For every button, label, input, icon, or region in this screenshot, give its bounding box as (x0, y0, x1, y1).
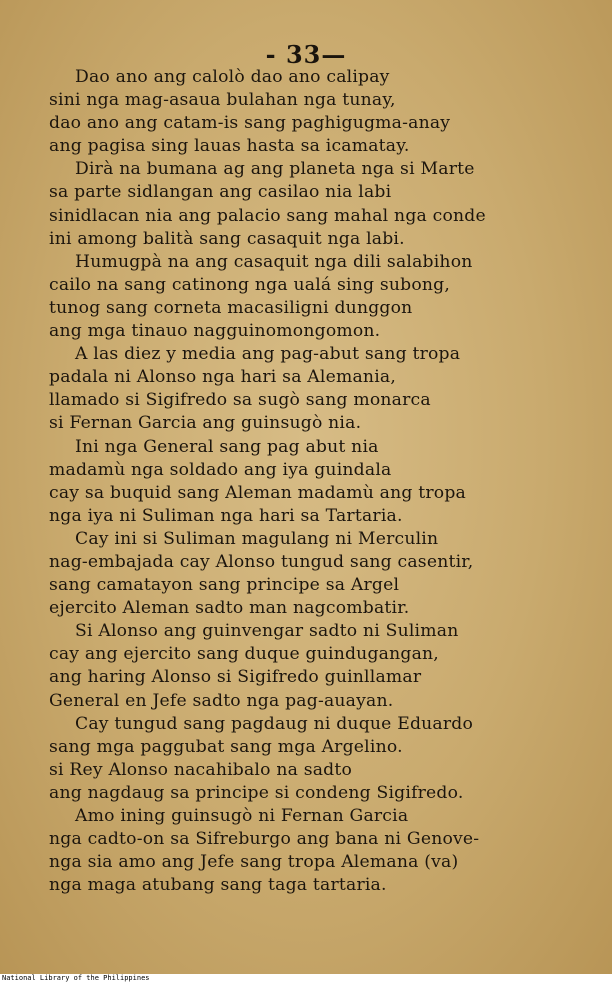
text-line: dao ano ang catam-is sang paghigugma-anay (49, 113, 451, 134)
text-line: cay ang ejercito sang duque guindugangan, (49, 644, 439, 665)
text-line: Cay ini si Suliman magulang ni Merculin (75, 528, 439, 549)
text-line: nga maga atubang sang taga tartaria. (49, 875, 387, 896)
text-line: cailo na sang catinong nga ualá sing subong, (49, 274, 451, 295)
text-line: sa parte sidlangan ang casilao nia labi (49, 182, 392, 203)
text-line: Dirà na bumana ag ang planeta nga si Marte (75, 159, 475, 180)
text-line: Humugpà na ang casaquit nga dili salabihon (75, 251, 473, 272)
footer-bar (0, 974, 612, 983)
poem-text (0, 66, 612, 897)
library-credit: National Library of the Philippines (2, 974, 150, 982)
text-line: madamù nga soldado ang iya guindala (49, 459, 392, 480)
text-line: ang mga tinauo nagguinomongomon. (49, 321, 381, 342)
text-line: ang haring Alonso si Sigifredo guinllamar (49, 667, 422, 688)
text-line: ang nagdaug sa principe si condeng Sigifredo. (49, 782, 464, 803)
text-line: llamado si Sigifredo sa sugò sang monarca (49, 390, 431, 411)
text-line: si Fernan Garcia ang guinsugò nia. (49, 413, 362, 434)
text-line: Dao ano ang calolò dao ano calipay (75, 67, 390, 87)
text-line: Si Alonso ang guinvengar sadto ni Suliman (75, 621, 459, 642)
text-line: tunog sang corneta macasiligni dunggon (49, 297, 413, 318)
text-line: si Rey Alonso nacahibalo na sadto (49, 759, 353, 780)
text-line: General en Jefe sadto nga pag-auayan. (49, 690, 394, 711)
text-line: nag-embajada cay Alonso tungud sang casentir, (49, 551, 474, 572)
text-line: cay sa buquid sang Aleman madamù ang tropa (49, 482, 466, 503)
text-line: ejercito Aleman sadto man nagcombatir. (49, 598, 410, 619)
text-line: sini nga mag-asaua bulahan nga tunay, (49, 90, 396, 111)
text-line: Amo ining guinsugò ni Fernan Garcia (75, 806, 409, 826)
text-line: sang mga paggubat sang mga Argelino. (49, 736, 403, 757)
text-line: sinidlacan nia ang palacio sang mahal nga conde (49, 205, 486, 226)
text-line: Cay tungud sang pagdaug ni duque Eduardo (75, 713, 474, 734)
text-line: ini among balità sang casaquit nga labi. (49, 228, 405, 249)
text-line: nga cadto-on sa Sifreburgo ang bana ni Genove- (49, 829, 480, 850)
text-line: padala ni Alonso nga hari sa Alemania, (49, 367, 397, 388)
text-line: ang pagisa sing lauas hasta sa icamatay. (49, 136, 410, 157)
text-line: nga iya ni Suliman nga hari sa Tartaria. (49, 505, 403, 526)
page-number: - 33— (265, 40, 347, 69)
text-line: nga sia amo ang Jefe sang tropa Alemana (va) (49, 852, 459, 873)
text-line: sang camatayon sang principe sa Argel (49, 575, 400, 596)
text-line: A las diez y media ang pag-abut sang tropa (75, 344, 461, 365)
text-line: Ini nga General sang pag abut nia (75, 436, 379, 457)
